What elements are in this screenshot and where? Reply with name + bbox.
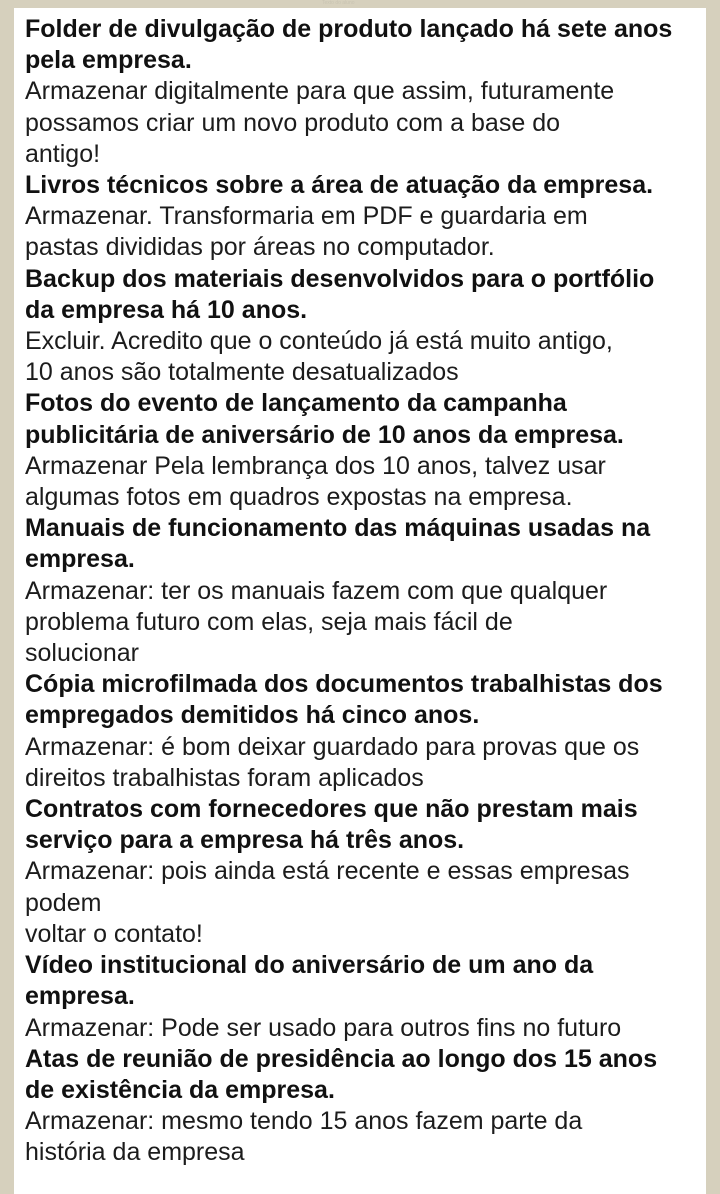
list-item xyxy=(25,170,706,264)
item-question: Vídeo institucional do aniversário de um ano da empresa. xyxy=(25,951,594,1011)
item-answer: Armazenar: mesmo tendo 15 anos fazem parte da história da empresa xyxy=(25,1107,583,1167)
list-item xyxy=(25,14,706,170)
item-question: Fotos do evento de lançamento da campanha publicitária de aniversário de 10 anos da empresa. xyxy=(25,389,624,449)
list-item xyxy=(25,669,706,794)
list-item xyxy=(25,264,706,389)
item-answer: Armazenar Pela lembrança dos 10 anos, talvez usar algumas fotos em quadros expostas na empresa. xyxy=(25,451,606,512)
item-list xyxy=(25,14,706,1169)
top-strip xyxy=(0,0,720,8)
item-answer: Armazenar. Transformaria em PDF e guardaria em pastas divididas por áreas no computador. xyxy=(25,202,588,262)
item-answer: Armazenar: é bom deixar guardado para provas que os direitos trabalhistas foram aplicados xyxy=(25,732,640,792)
item-answer: Armazenar: Pode ser usado para outros fins no futuro xyxy=(25,1013,622,1042)
item-question: Folder de divulgação de produto lançado há sete anos pela empresa. xyxy=(25,15,673,75)
item-question: Livros técnicos sobre a área de atuação da empresa. xyxy=(25,171,654,200)
list-item xyxy=(25,513,706,669)
item-question: Manuais de funcionamento das máquinas usadas na empresa. xyxy=(25,514,651,574)
text-card xyxy=(14,8,706,1194)
list-item xyxy=(25,950,706,1044)
item-question: Atas de reunião de presidência ao longo dos 15 anos de existência da empresa. xyxy=(25,1044,658,1104)
item-answer: Armazenar digitalmente para que assim, futuramente possamos criar um novo produto com a base do antigo! xyxy=(25,77,615,168)
item-answer: Armazenar: pois ainda está recente e essas empresas podem voltar o contato! xyxy=(25,857,630,948)
list-item xyxy=(25,1044,706,1169)
item-question: Cópia microfilmada dos documentos trabalhistas dos empregados demitidos há cinco anos. xyxy=(25,670,663,730)
list-item xyxy=(25,794,706,950)
faint-caption: Texto do aluno xyxy=(322,0,355,6)
item-answer: Excluir. Acredito que o conteúdo já está muito antigo, 10 anos são totalmente desatualizados xyxy=(25,327,613,387)
item-question: Contratos com fornecedores que não prestam mais serviço para a empresa há três anos. xyxy=(25,795,638,855)
list-item xyxy=(25,388,706,513)
item-question: Backup dos materiais desenvolvidos para o portfólio da empresa há 10 anos. xyxy=(25,264,655,324)
item-answer: Armazenar: ter os manuais fazem com que qualquer problema futuro com elas, seja mais fácil de solucionar xyxy=(25,576,608,668)
